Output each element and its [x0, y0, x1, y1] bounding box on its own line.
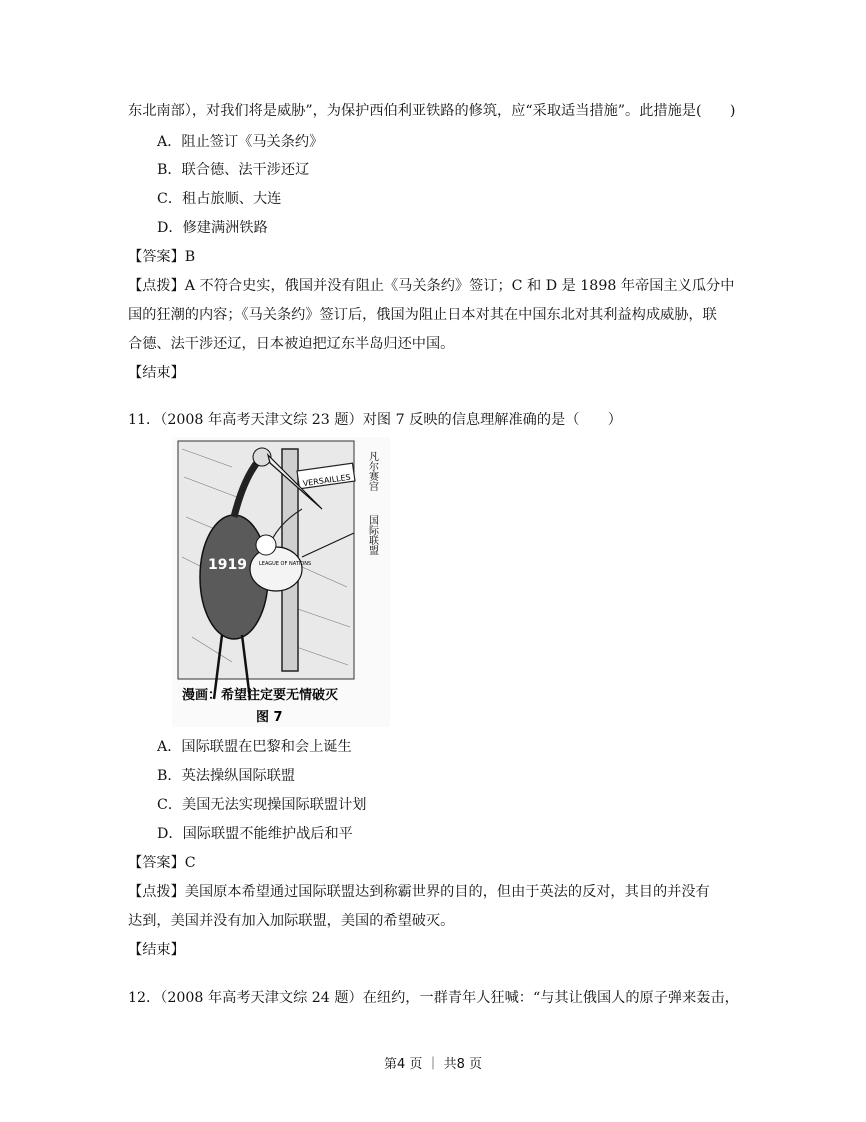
cartoon-figure [172, 437, 390, 727]
sign-text: VERSAILLES [302, 472, 352, 489]
q12-stem: 12．（2008 年高考天津文综 24 题）在纽约，一群青年人狂喊：“与其让俄国人的原子弹来轰击， [128, 990, 739, 1006]
baby-label: LEAGUE OF NATIONS [259, 561, 312, 567]
q10-end: 【结束】 [128, 365, 185, 381]
q11-option-a: A．国际联盟在巴黎和会上诞生 [157, 739, 352, 755]
cartoon-caption: 漫画：希望注定要无情破灭 [182, 688, 339, 703]
q11-analysis-line-2: 达到，美国并没有加入加际联盟，美国的希望破灭。 [128, 913, 455, 929]
q10-analysis-line-2: 国的狂潮的内容；《马关条约》签订后，俄国为阻止日本对其在中国东北对其利益构成威胁，联 [128, 307, 717, 323]
stork-year: 1919 [208, 557, 247, 573]
q10-analysis-line-3: 合德、法干涉还辽，日本被迫把辽东半岛归还中国。 [128, 336, 455, 352]
q10-stem-tail: 东北南部），对我们将是威胁”，为保护西伯利亚铁路的修筑，应“采取适当措施”。此措施是( ) [128, 103, 736, 119]
q10-option-a: A．阻止签订《马关条约》 [157, 134, 324, 150]
q11-option-b: B．英法操纵国际联盟 [157, 768, 296, 784]
q11-option-c: C．美国无法实现操国际联盟计划 [157, 797, 367, 813]
q11-analysis-line-1: 【点拨】美国原本希望通过国际联盟达到称霸世界的目的，但由于英法的反对，其目的并没有 [128, 884, 710, 900]
q11-end: 【结束】 [128, 942, 185, 958]
q10-option-c: C．租占旅顺、大连 [157, 191, 282, 207]
q11-stem: 11．（2008 年高考天津文综 23 题）对图 7 反映的信息理解准确的是（ ） [128, 412, 622, 428]
cartoon-illustration [172, 437, 390, 727]
q10-option-d: D．修建满洲铁路 [157, 220, 268, 236]
q10-analysis-line-1: 【点拨】A 不符合史实，俄国并没有阻止《马关条约》签订；C 和 D 是 1898 年帝国主义瓜分中 [128, 278, 735, 294]
q10-answer: 【答案】B [128, 249, 196, 265]
label-versailles: 凡尔赛宫 [366, 451, 378, 491]
q11-answer: 【答案】C [128, 855, 196, 871]
label-league: 国际联盟 [366, 515, 378, 555]
figure-number: 图 7 [256, 710, 283, 725]
q11-option-d: D．国际联盟不能维护战后和平 [157, 826, 353, 842]
q10-option-b: B．联合德、法干涉还辽 [157, 162, 310, 178]
page-footer: 第4 页 ｜ 共8 页 [383, 1057, 483, 1072]
